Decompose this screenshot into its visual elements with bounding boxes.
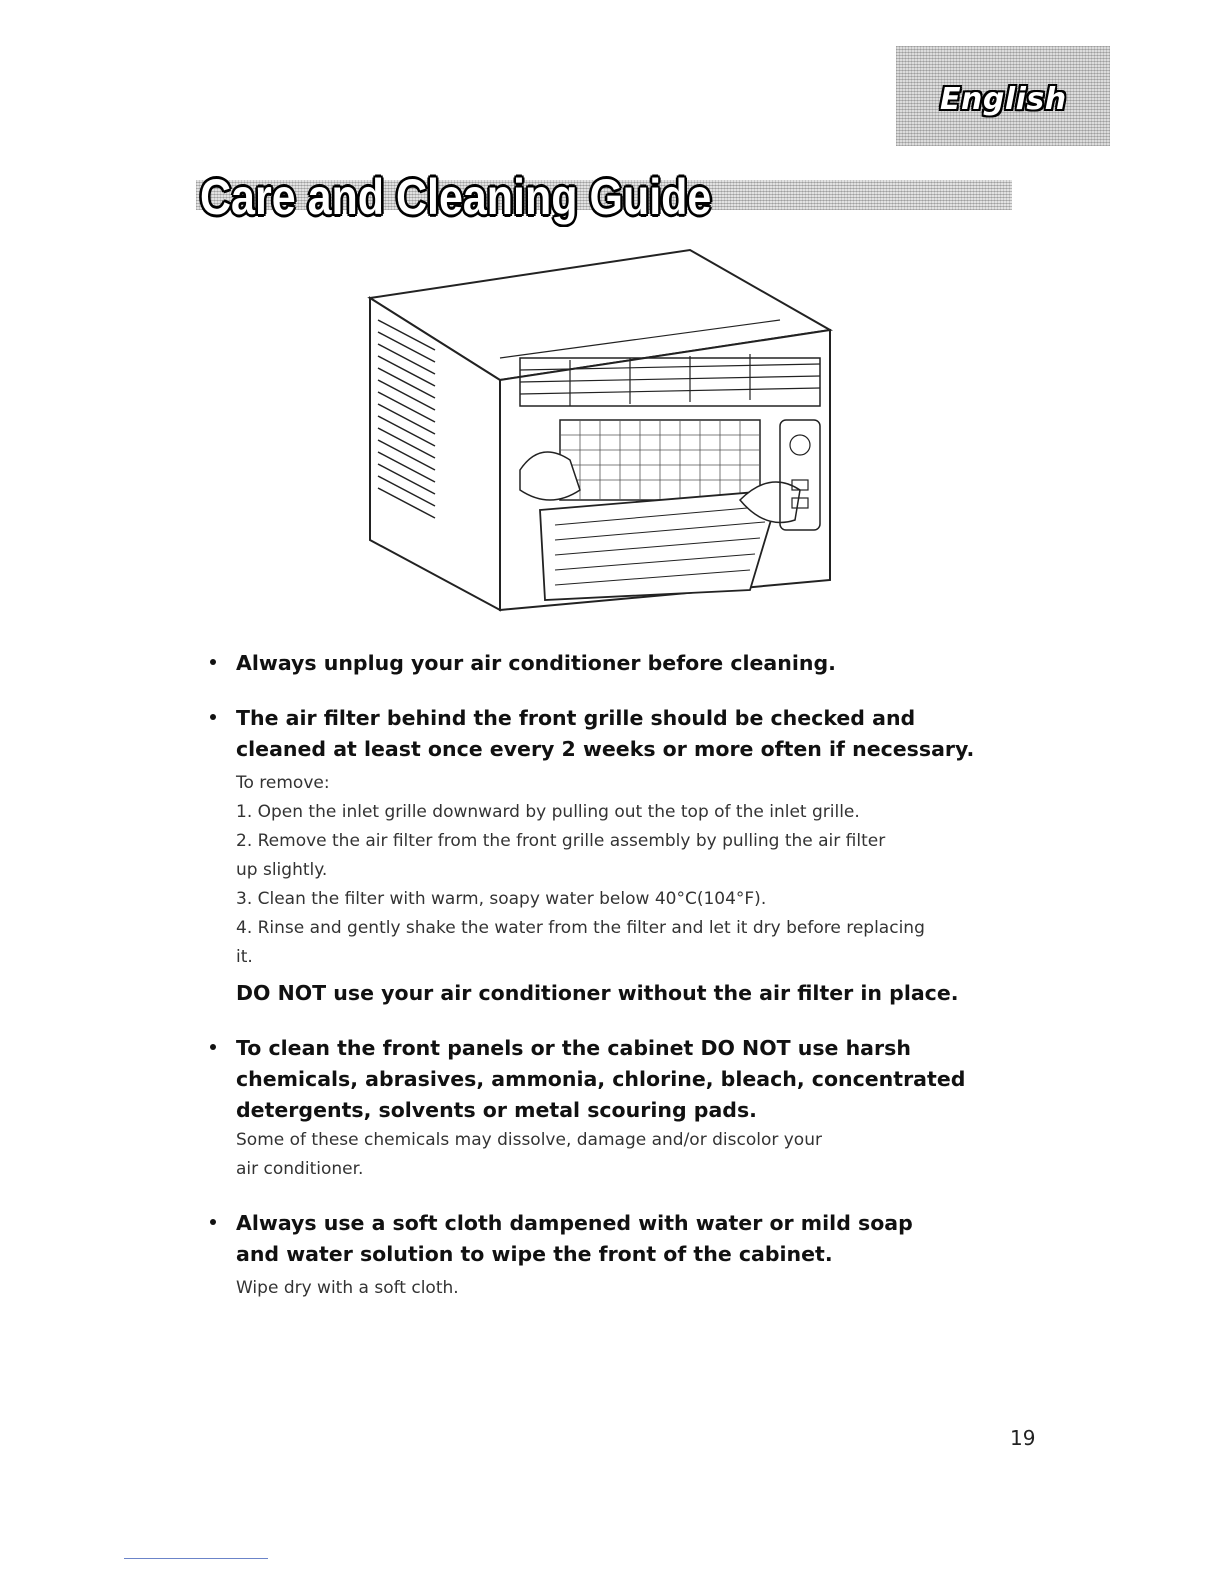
- bullet-heading-line: Always use a soft cloth dampened with water or mild soap: [236, 1211, 913, 1235]
- bullet-heading-line: The air filter behind the front grille should be checked and: [236, 706, 916, 730]
- chemicals-note-cont: air conditioner.: [236, 1159, 364, 1179]
- bullet-heading-line: detergents, solvents or metal scouring pads.: [236, 1098, 757, 1122]
- bullet-heading-line: chemicals, abrasives, ammonia, chlorine, bleach, concentrated: [236, 1067, 966, 1091]
- bullet-dot: [210, 1044, 216, 1050]
- bullet-harsh-chemicals: [200, 1033, 1000, 1184]
- content: [200, 648, 1000, 1303]
- step-3: 3. Clean the filter with warm, soapy water below 40°C(104°F).: [236, 889, 767, 909]
- page-title: Care and Cleaning Guide: [200, 169, 712, 225]
- chemicals-note: Some of these chemicals may dissolve, damage and/or discolor your: [236, 1130, 822, 1150]
- page-number: 19: [1010, 1426, 1036, 1450]
- remove-intro: To remove:: [236, 773, 330, 793]
- bullet-unplug: [200, 648, 1000, 679]
- language-label: English: [940, 82, 1067, 117]
- bullet-heading-line: To clean the front panels or the cabinet DO NOT use harsh: [236, 1036, 911, 1060]
- bullet-dot: [210, 1219, 216, 1225]
- bullet-heading-line: cleaned at least once every 2 weeks or more often if necessary.: [236, 737, 975, 761]
- step-4: 4. Rinse and gently shake the water from the filter and let it dry before replacing: [236, 918, 925, 938]
- bullet-heading: Always unplug your air conditioner before cleaning.: [236, 651, 836, 675]
- bullet-heading-line: and water solution to wipe the front of the cabinet.: [236, 1242, 833, 1266]
- bottom-rule: [124, 1558, 268, 1559]
- bullet-dot: [210, 659, 216, 665]
- step-2: 2. Remove the air filter from the front grille assembly by pulling the air filter: [236, 831, 886, 851]
- step-1: 1. Open the inlet grille downward by pulling out the top of the inlet grille.: [236, 802, 860, 822]
- step-2-cont: up slightly.: [236, 860, 328, 880]
- step-4-cont: it.: [236, 947, 253, 967]
- bullet-dot: [210, 714, 216, 720]
- bullet-soft-cloth: [200, 1208, 1000, 1303]
- bullet-air-filter: [200, 703, 1000, 1009]
- wipe-note: Wipe dry with a soft cloth.: [236, 1278, 459, 1298]
- filter-warning: DO NOT use your air conditioner without the air filter in place.: [236, 981, 959, 1005]
- air-conditioner-illustration: [340, 240, 860, 620]
